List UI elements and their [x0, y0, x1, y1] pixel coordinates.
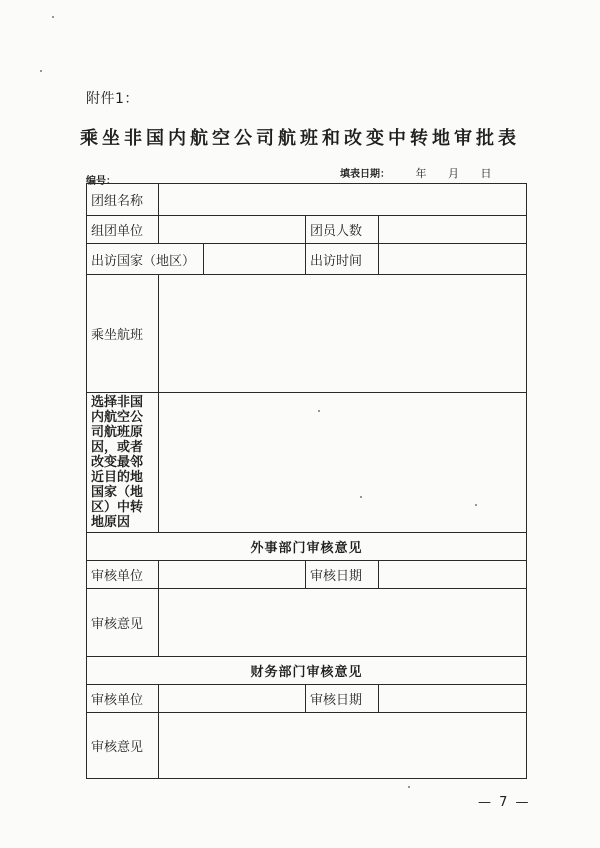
- field-finance-review-opinion[interactable]: [159, 713, 527, 779]
- foreign-affairs-heading: 外事部门审核意见: [87, 533, 527, 561]
- fill-date-label: 填表日期：: [340, 169, 390, 180]
- row-flight: [87, 275, 527, 393]
- label-finance-review-unit: 审核单位: [87, 685, 159, 713]
- row-foreign-opinion: [87, 589, 527, 657]
- fill-date: [340, 165, 491, 181]
- serial-number-label: 编号：: [86, 176, 116, 187]
- row-foreign-unit: [87, 561, 527, 589]
- label-group-unit: 组团单位: [87, 216, 159, 244]
- row-group-name: [87, 184, 527, 216]
- field-member-count[interactable]: [379, 216, 527, 244]
- scan-speck: [408, 786, 410, 788]
- label-reason: 选择非国内航空公司航班原因，或者改变最邻近目的地国家（地区）中转地原因: [87, 393, 159, 533]
- field-foreign-review-date[interactable]: [379, 561, 527, 589]
- label-finance-review-opinion: 审核意见: [87, 713, 159, 779]
- label-finance-review-date: 审核日期: [306, 685, 379, 713]
- label-visit-time: 出访时间: [306, 244, 379, 275]
- row-group-unit: [87, 216, 527, 244]
- label-member-count: 团员人数: [306, 216, 379, 244]
- approval-form-table: [86, 183, 527, 779]
- field-reason[interactable]: [159, 393, 527, 533]
- row-finance-heading: [87, 657, 527, 685]
- scan-speck: [360, 496, 362, 498]
- form-title: 乘坐非国内航空公司航班和改变中转地审批表: [80, 128, 520, 149]
- field-finance-review-date[interactable]: [379, 685, 527, 713]
- finance-heading: 财务部门审核意见: [87, 657, 527, 685]
- field-finance-review-unit[interactable]: [159, 685, 306, 713]
- label-flight: 乘坐航班: [87, 275, 159, 393]
- scan-speck: [475, 504, 477, 506]
- row-visit: [87, 244, 527, 275]
- field-group-unit[interactable]: [159, 216, 306, 244]
- field-visit-country[interactable]: [204, 244, 306, 275]
- label-foreign-review-opinion: 审核意见: [87, 589, 159, 657]
- row-finance-unit: [87, 685, 527, 713]
- row-finance-opinion: [87, 713, 527, 779]
- page-number: — 7 —: [478, 795, 531, 810]
- date-month: 月: [447, 167, 459, 180]
- scan-speck: [40, 70, 42, 72]
- scan-speck: [318, 410, 320, 412]
- label-foreign-review-date: 审核日期: [306, 561, 379, 589]
- field-foreign-review-opinion[interactable]: [159, 589, 527, 657]
- label-group-name: 团组名称: [87, 184, 159, 216]
- field-group-name[interactable]: [159, 184, 527, 216]
- field-foreign-review-unit[interactable]: [159, 561, 306, 589]
- scan-speck: [52, 16, 54, 18]
- field-flight[interactable]: [159, 275, 527, 393]
- row-reason: [87, 393, 527, 533]
- label-visit-country: 出访国家（地区）: [87, 244, 204, 275]
- attachment-label: 附件1：: [86, 91, 139, 107]
- date-year: 年: [415, 167, 427, 180]
- date-day: 日: [480, 167, 492, 180]
- label-foreign-review-unit: 审核单位: [87, 561, 159, 589]
- field-visit-time[interactable]: [379, 244, 527, 275]
- row-foreign-heading: [87, 533, 527, 561]
